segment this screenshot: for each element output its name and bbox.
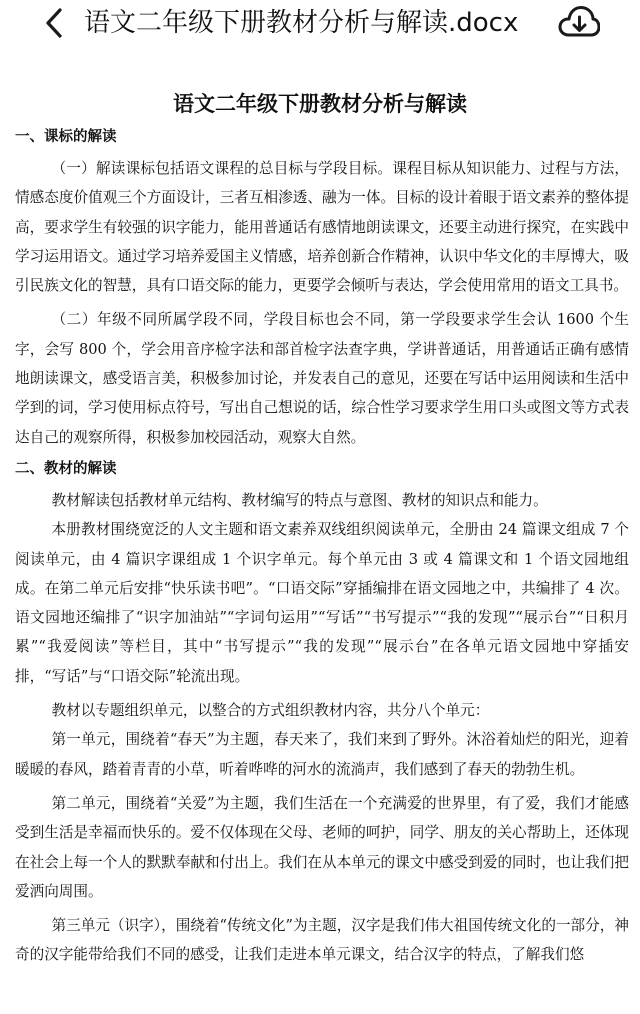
- paragraph: 教材以专题组织单元，以整合的方式组织教材内容，共分八个单元：: [51, 702, 490, 720]
- paragraph: 教材解读包括教材单元结构、教材编写的特点与意图、教材的知识点和能力。: [51, 491, 548, 509]
- cloud-download-button[interactable]: [558, 4, 600, 42]
- cloud-download-icon: [558, 4, 600, 42]
- paragraph: 本册教材围绕宽泛的人文主题和语文素养双线组织阅读单元，全册由 24 篇课文组成 7 个阅读单元，由 4 篇识字课组成 1 个识字单元。每个单元由 3 或 4 篇课文和 1 个语文园地组成。在第二单元后安排“快乐读书吧”。“口语交际”穿插编排在语文园地之中，共编排了 4 次。语文园地还编排了“识字加油站”“字词句运用”“写话”“书写提示”“我的发现”“展示台”“日积月累”“我爱阅读”等栏目，其中“书写提示”“我的发现”“展示台”在各单元语文园地中穿插安排，“写话”与“口语交际”轮流出现。: [15, 521, 629, 685]
- top-toolbar: [0, 0, 640, 46]
- paragraph: 第一单元，围绕着“春天”为主题，春天来了，我们来到了野外。沐浴着灿烂的阳光，迎着暖暖的春风，踏着青青的小草，听着哗哗的河水的流淌声，我们感到了春天的勃勃生机。: [15, 731, 629, 778]
- paragraph: 第三单元（识字），围绕着“传统文化”为主题，汉字是我们伟大祖国传统文化的一部分，神奇的汉字能带给我们不同的感受，让我们走进本单元课文，结合汉字的特点，了解我们悠: [15, 917, 629, 964]
- chevron-left-icon: [38, 6, 70, 40]
- section-title: 一、课标的解读: [15, 128, 117, 145]
- paragraph: 第二单元，围绕着“关爱”为主题，我们生活在一个充满爱的世界里，有了爱，我们才能感受到生活是幸福而快乐的。爱不仅体现在父母、老师的呵护，同学、朋友的关心帮助上，还体现在社会上每一个人的默默奉献和付出上。我们在从本单元的课文中感受到爱的同时，也让我们把爱洒向周围。: [15, 794, 629, 900]
- document-filename: 语文二年级下册教材分析与解读.docx: [84, 8, 519, 38]
- paragraph: （二）年级不同所属学段不同，学段目标也会不同，第一学段要求学生会认 1600 个生字，会写 800 个，学会用音序检字法和部首检字法查字典，学讲普通话，用普通话正确有感情地朗读课文，感受语言美，积极参加讨论，并发表自己的意见，还要在写话中运用阅读和生活中学到的词，学习使用标点符号，写出自己想说的话，综合性学习要求学生用口头或图文等方式表达自己的观察所得，积极参加校园活动，观察大自然。: [15, 311, 629, 446]
- document-heading: 语文二年级下册教材分析与解读: [173, 91, 467, 116]
- document-body: [15, 120, 629, 970]
- paragraph: （一）解读课标包括语文课程的总目标与学段目标。课程目标从知识能力、过程与方法，情感态度价值观三个方面设计，三者互相渗透、融为一体。目标的设计着眼于语文素养的整体提高，要求学生有较强的识字能力，能用普通话有感情地朗读课文，还要主动进行探究，在实践中学习运用语文。通过学习培养爱国主义情感，培养创新合作精神，认识中华文化的丰厚博大，吸引民族文化的智慧，具有口语交际的能力，更要学会倾听与表达，学会使用常用的语文工具书。: [15, 160, 629, 295]
- back-button[interactable]: [38, 6, 70, 40]
- section-title: 二、教材的解读: [15, 459, 117, 477]
